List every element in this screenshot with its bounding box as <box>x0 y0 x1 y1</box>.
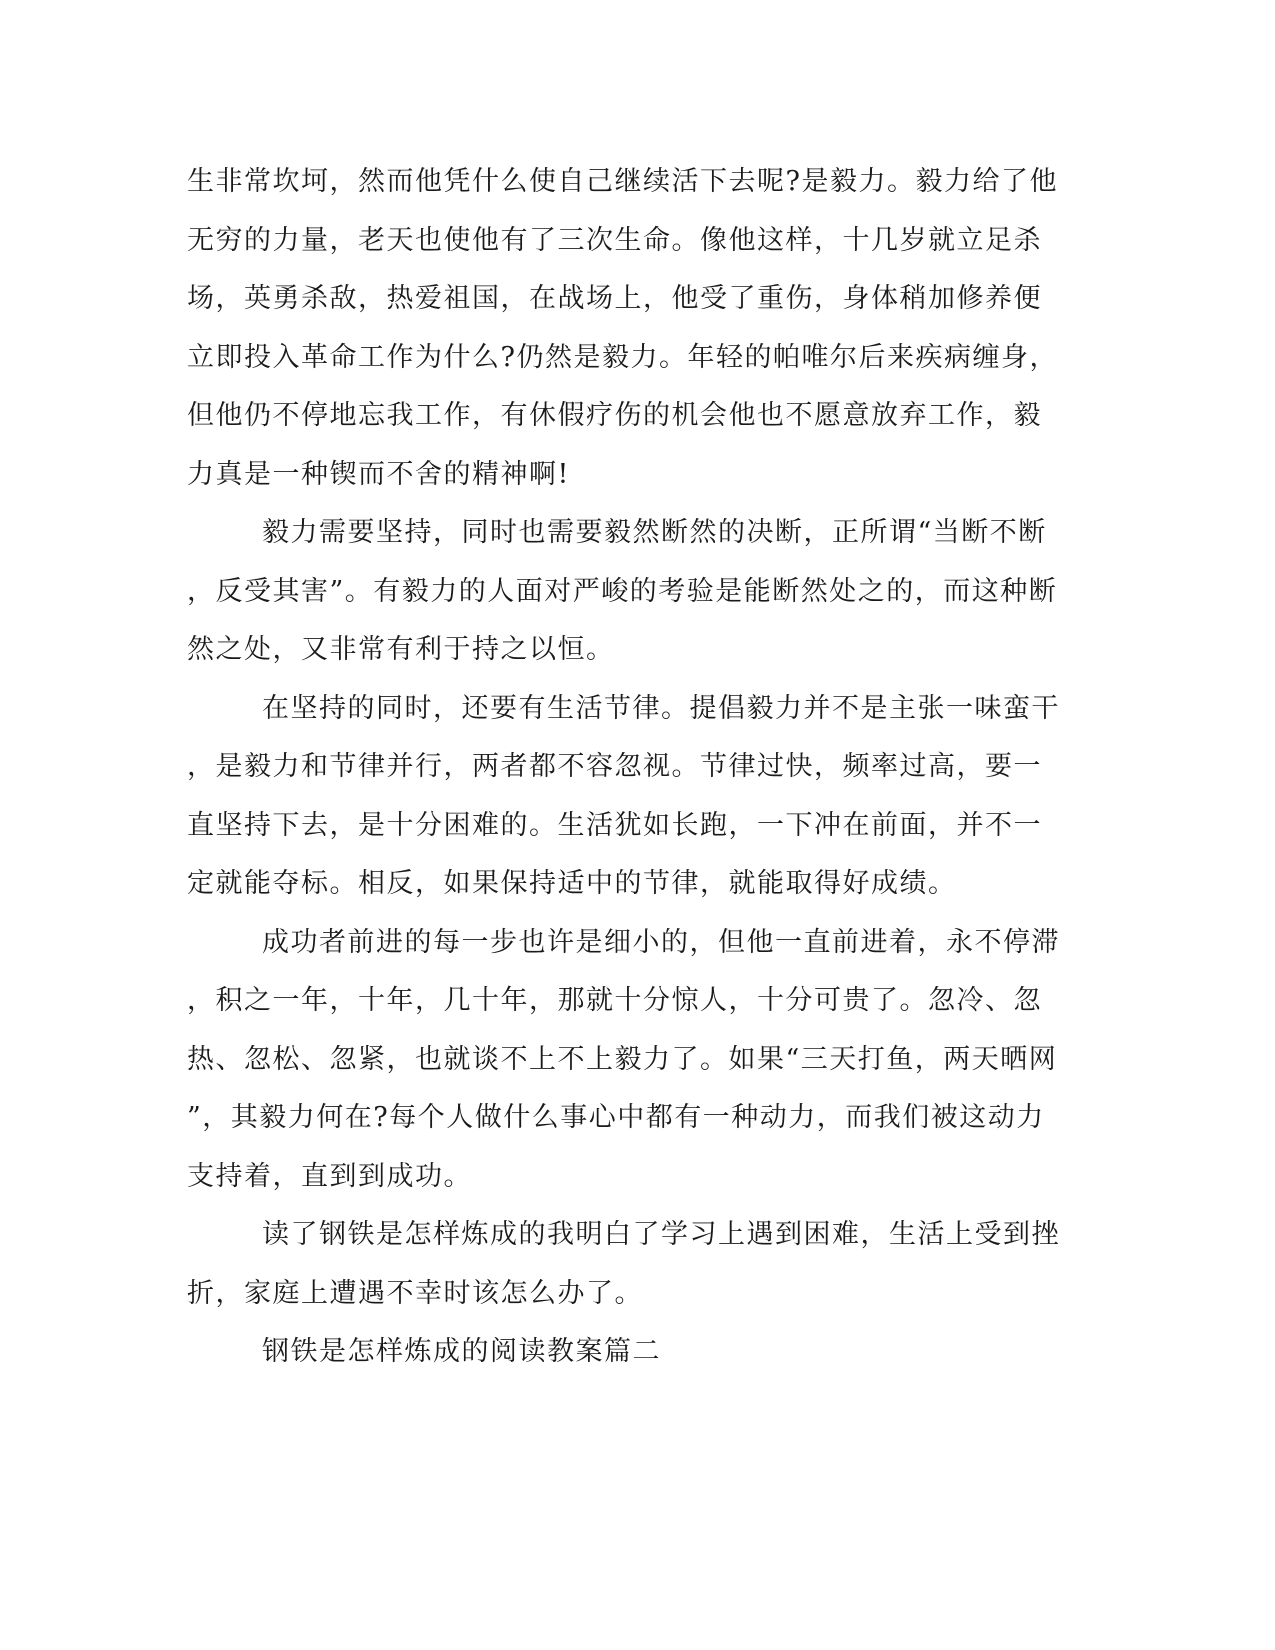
section-heading: 钢铁是怎样炼成的阅读教案篇二 <box>262 1336 661 1367</box>
text-line: ，反受其害”。有毅力的人面对严峻的考验是能断然处之的，而这种断 <box>187 576 1058 607</box>
text-line: 无穷的力量，老天也使他有了三次生命。像他这样，十几岁就立足杀 <box>187 225 1042 256</box>
text-line: 然之处，又非常有利于持之以恒。 <box>187 634 615 665</box>
text-line: ”，其毅力何在?每个人做什么事心中都有一种动力，而我们被这动力 <box>187 1102 1045 1133</box>
text-line: 立即投入革命工作为什么?仍然是毅力。年轻的帕唯尔后来疾病缠身， <box>187 342 1058 373</box>
text-line: 场，英勇杀敌，热爱祖国，在战场上，他受了重伤，身体稍加修养便 <box>187 283 1042 314</box>
text-line: 生非常坎坷，然而他凭什么使自己继续活下去呢?是毅力。毅力给了他 <box>187 166 1058 197</box>
paragraph-first-line: 读了钢铁是怎样炼成的我明白了学习上遇到困难，生活上受到挫 <box>262 1219 1060 1250</box>
text-line: 折，家庭上遭遇不幸时该怎么办了。 <box>187 1278 643 1309</box>
text-line: 定就能夺标。相反，如果保持适中的节律，就能取得好成绩。 <box>187 868 957 899</box>
paragraph-first-line: 成功者前进的每一步也许是细小的，但他一直前进着，永不停滞 <box>262 927 1060 958</box>
text-line: ，是毅力和节律并行，两者都不容忽视。节律过快，频率过高，要一 <box>187 751 1042 782</box>
text-line: ，积之一年，十年，几十年，那就十分惊人，十分可贵了。忽冷、忽 <box>187 985 1042 1016</box>
text-line: 支持着，直到到成功。 <box>187 1161 472 1192</box>
text-line: 热、忽松、忽紧，也就谈不上不上毅力了。如果“三天打鱼，两天晒网 <box>187 1044 1058 1075</box>
text-line: 力真是一种锲而不舍的精神啊! <box>187 459 570 490</box>
text-line: 直坚持下去，是十分困难的。生活犹如长跑，一下冲在前面，并不一 <box>187 810 1042 841</box>
paragraph-first-line: 在坚持的同时，还要有生活节律。提倡毅力并不是主张一味蛮干 <box>262 693 1060 724</box>
paragraph-first-line: 毅力需要坚持，同时也需要毅然断然的决断，正所谓“当断不断 <box>262 517 1047 548</box>
text-line: 但他仍不停地忘我工作，有休假疗伤的机会他也不愿意放弃工作，毅 <box>187 400 1042 431</box>
